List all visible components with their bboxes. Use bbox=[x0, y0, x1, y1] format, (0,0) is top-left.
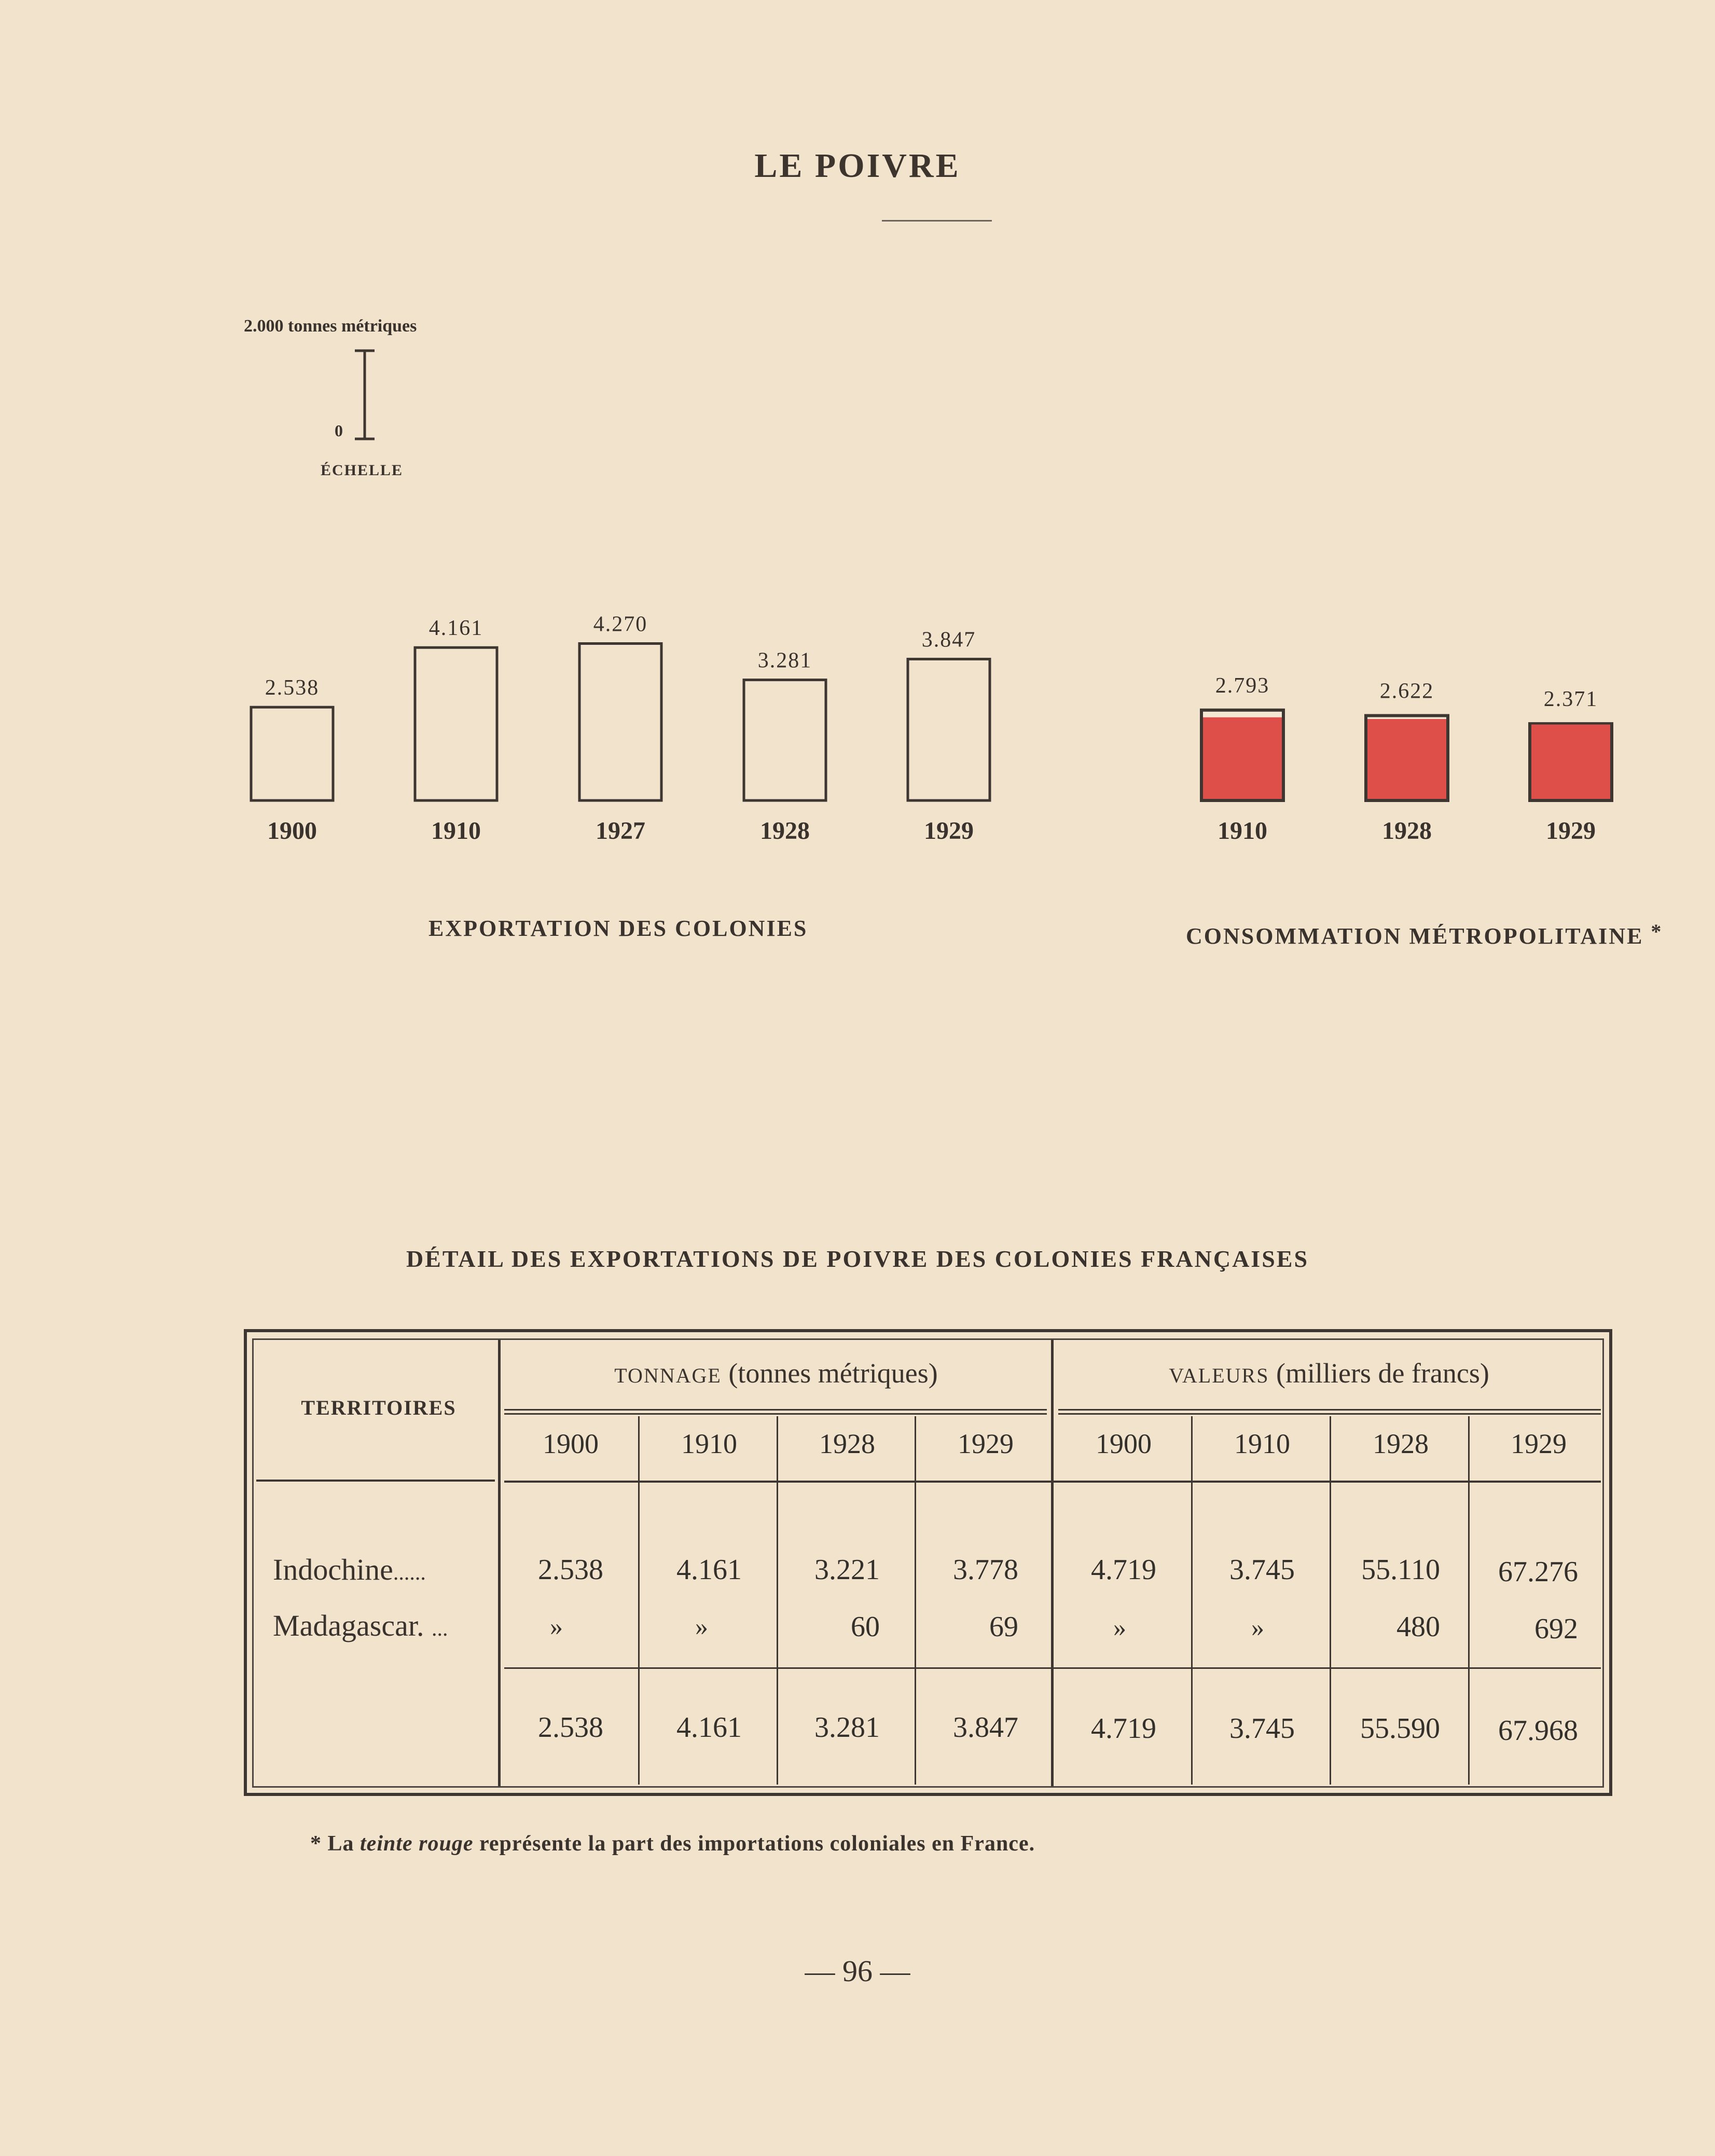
asterisk-marker: * bbox=[1651, 920, 1663, 943]
bar-consumption-red-share bbox=[1531, 725, 1610, 799]
year-header: 1929 bbox=[1511, 1428, 1567, 1459]
table-cell: 2.538 bbox=[538, 1554, 603, 1586]
total-cell: 4.161 bbox=[676, 1711, 742, 1744]
page-number: — 96 — bbox=[805, 1954, 910, 1988]
bar-export bbox=[908, 659, 990, 800]
table-rule bbox=[1058, 1409, 1601, 1411]
table-cell: » bbox=[1251, 1613, 1264, 1642]
table-cell: 3.221 bbox=[814, 1554, 880, 1586]
bar-export bbox=[251, 707, 333, 800]
territory-leader: ...... bbox=[393, 1561, 426, 1585]
year-header: 1929 bbox=[958, 1428, 1014, 1459]
footnote-lead: La bbox=[327, 1832, 354, 1856]
bar-export bbox=[744, 680, 826, 800]
scale-title: ÉCHELLE bbox=[321, 462, 404, 479]
bar-year-label: 1910 bbox=[1218, 817, 1267, 845]
table-cell: 55.110 bbox=[1361, 1554, 1440, 1586]
page-title: LE POIVRE bbox=[754, 147, 961, 185]
table-divider bbox=[1051, 1340, 1054, 1786]
bar-value-label: 2.793 bbox=[1215, 673, 1270, 698]
table-cell: 692 bbox=[1534, 1613, 1578, 1645]
scale-top-label: 2.000 tonnes métriques bbox=[244, 316, 417, 336]
scale-zero-label: 0 bbox=[335, 421, 343, 440]
territory-label: Indochine bbox=[273, 1553, 393, 1586]
chart-consumption-caption-text: CONSOMMATION MÉTROPOLITAINE bbox=[1186, 923, 1644, 949]
year-header: 1900 bbox=[1096, 1428, 1152, 1459]
table-cell: 4.719 bbox=[1091, 1554, 1156, 1586]
bar-year-label: 1900 bbox=[267, 817, 317, 845]
table-cell: 4.161 bbox=[676, 1554, 742, 1586]
bar-export bbox=[579, 644, 661, 800]
footnote-text: représente la part des importations coloniales en France. bbox=[479, 1832, 1035, 1856]
table-cell: 3.778 bbox=[953, 1554, 1018, 1586]
territory-name bbox=[273, 1608, 448, 1643]
territory-leader: ... bbox=[431, 1617, 448, 1641]
table-rule bbox=[256, 1480, 495, 1482]
values-header-caps: VALEURS bbox=[1169, 1364, 1269, 1387]
chart-export-caption: EXPORTATION DES COLONIES bbox=[428, 916, 808, 941]
bar-year-label: 1910 bbox=[431, 817, 481, 845]
year-header: 1900 bbox=[543, 1428, 599, 1459]
bar-consumption-red-share bbox=[1367, 719, 1446, 799]
total-cell: 3.281 bbox=[814, 1711, 880, 1744]
table-divider bbox=[1468, 1416, 1470, 1785]
year-header: 1928 bbox=[1373, 1428, 1429, 1459]
table-rule bbox=[1058, 1413, 1601, 1415]
bar-value-label: 4.161 bbox=[428, 616, 483, 641]
table-title: DÉTAIL DES EXPORTATIONS DE POIVRE DES COLONIES FRANÇAISES bbox=[406, 1246, 1309, 1272]
table-rule bbox=[504, 1413, 1047, 1415]
table-cell: » bbox=[550, 1612, 563, 1641]
total-cell: 4.719 bbox=[1091, 1712, 1156, 1745]
table-rule bbox=[504, 1409, 1047, 1411]
table-divider bbox=[1330, 1416, 1331, 1785]
table-cell: 3.745 bbox=[1229, 1554, 1295, 1586]
chart-consumption-caption bbox=[1186, 919, 1663, 949]
tonnage-header bbox=[501, 1357, 1051, 1389]
territory-label: Madagascar. bbox=[273, 1609, 424, 1642]
table-cell: 69 bbox=[989, 1611, 1018, 1643]
total-cell: 55.590 bbox=[1360, 1712, 1440, 1745]
bar-year-label: 1929 bbox=[1546, 817, 1596, 845]
footnote-emphasis: teinte rouge bbox=[360, 1832, 474, 1856]
bar-value-label: 2.622 bbox=[1379, 679, 1434, 703]
table-divider bbox=[777, 1416, 778, 1785]
table-rule bbox=[504, 1481, 1601, 1483]
bar-export bbox=[415, 647, 497, 800]
table-cell: » bbox=[1113, 1613, 1126, 1642]
year-header: 1910 bbox=[681, 1428, 737, 1459]
total-cell: 3.847 bbox=[953, 1711, 1018, 1744]
table-divider bbox=[498, 1340, 501, 1786]
footnote bbox=[310, 1831, 1035, 1856]
table-divider bbox=[1191, 1416, 1193, 1785]
values-header bbox=[1054, 1357, 1604, 1389]
values-header-unit: (milliers de francs) bbox=[1276, 1358, 1489, 1389]
total-cell: 3.745 bbox=[1229, 1712, 1295, 1745]
bar-charts bbox=[0, 0, 1715, 934]
table-cell: 67.276 bbox=[1498, 1556, 1578, 1588]
bar-value-label: 3.281 bbox=[757, 648, 812, 673]
bar-consumption-red-share bbox=[1203, 717, 1282, 799]
bar-value-label: 2.538 bbox=[265, 676, 320, 700]
bar-year-label: 1927 bbox=[596, 817, 645, 845]
bar-year-label: 1929 bbox=[924, 817, 974, 845]
territories-header: TERRITOIRES bbox=[301, 1396, 457, 1419]
table-cell: 480 bbox=[1396, 1611, 1440, 1643]
bar-value-label: 2.371 bbox=[1543, 687, 1598, 712]
bar-year-label: 1928 bbox=[760, 817, 810, 845]
tonnage-header-caps: TONNAGE bbox=[614, 1364, 722, 1387]
total-cell: 2.538 bbox=[538, 1711, 603, 1744]
table-divider bbox=[638, 1416, 640, 1785]
table-cell: » bbox=[695, 1612, 708, 1641]
bar-value-label: 3.847 bbox=[921, 628, 976, 652]
tonnage-header-unit: (tonnes métriques) bbox=[728, 1358, 938, 1389]
total-cell: 67.968 bbox=[1498, 1715, 1578, 1747]
bar-year-label: 1928 bbox=[1382, 817, 1432, 845]
table-cell: 60 bbox=[851, 1611, 880, 1643]
bar-value-label: 4.270 bbox=[593, 612, 648, 637]
table-divider bbox=[915, 1416, 916, 1785]
year-header: 1928 bbox=[819, 1428, 875, 1459]
table-rule bbox=[504, 1667, 1601, 1669]
territory-name bbox=[273, 1552, 426, 1587]
year-header: 1910 bbox=[1234, 1428, 1290, 1459]
footnote-star: * bbox=[310, 1832, 322, 1856]
